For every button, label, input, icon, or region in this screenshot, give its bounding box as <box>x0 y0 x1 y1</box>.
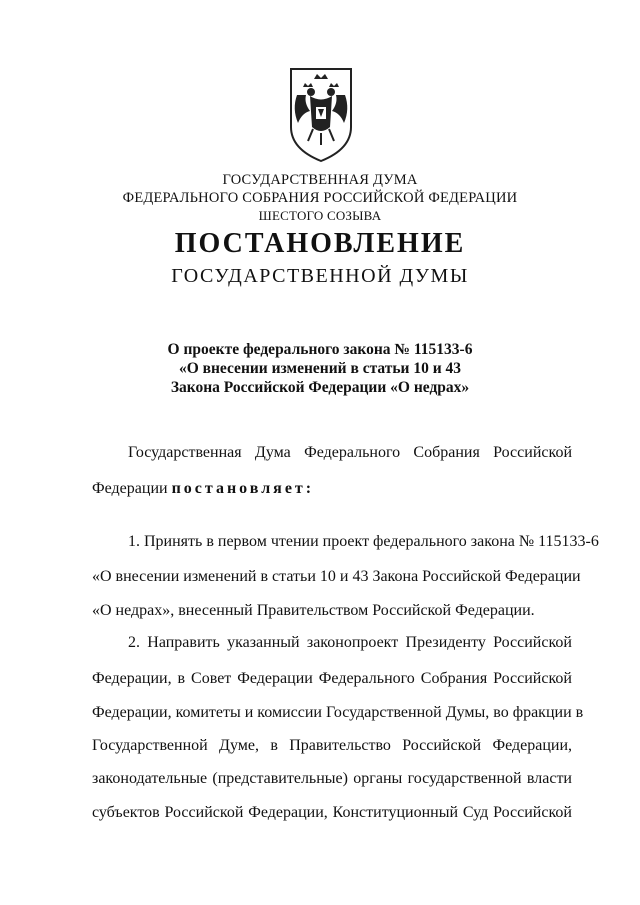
paragraph-2-line-4: Государственной Думе, в Правительство Российской Федерации, <box>92 737 572 754</box>
coat-of-arms-emblem <box>286 65 356 165</box>
preamble-federation: Федерации <box>92 480 168 497</box>
paragraph-2-line-6: субъектов Российской Федерации, Конституционный Суд Российской <box>92 804 572 821</box>
paragraph-2-line-5: законодательные (представительные) органы государственной власти <box>92 770 572 787</box>
paragraph-2-line-3: Федерации, комитеты и комиссии Государственной Думы, во фракции в <box>92 704 584 721</box>
document-subtitle: ГОСУДАРСТВЕННОЙ ДУМЫ <box>171 265 469 287</box>
paragraph-1-line-1: 1. Принять в первом чтении проект федерального закона № 115133-6 <box>128 533 599 550</box>
org-name-line-1: ГОСУДАРСТВЕННАЯ ДУМА <box>222 172 418 188</box>
convocation-line: ШЕСТОГО СОЗЫВА <box>258 208 382 223</box>
preamble-verb: постановляет: <box>171 480 315 497</box>
paragraph-1-line-2: «О внесении изменений в статьи 10 и 43 Закона Российской Федерации <box>92 568 581 585</box>
paragraph-2-line-2: Федерации, в Совет Федерации Федерального Собрания Российской <box>92 670 572 687</box>
document-title: ПОСТАНОВЛЕНИЕ <box>174 228 466 259</box>
paragraph-2-line-1: 2. Направить указанный законопроект Президенту Российской <box>128 634 572 651</box>
preamble-line-1: Государственная Дума Федерального Собрания Российской <box>128 444 572 461</box>
preamble-line-2 <box>92 480 314 498</box>
subject-line-1: О проекте федерального закона № 115133-6 <box>167 341 473 358</box>
subject-line-2: «О внесении изменений в статьи 10 и 43 <box>178 360 462 377</box>
subject-line-3: Закона Российской Федерации «О недрах» <box>170 379 470 396</box>
org-name-line-2: ФЕДЕРАЛЬНОГО СОБРАНИЯ РОССИЙСКОЙ ФЕДЕРАЦИИ <box>122 190 518 206</box>
paragraph-1-line-3: «О недрах», внесенный Правительством Российской Федерации. <box>92 602 535 619</box>
